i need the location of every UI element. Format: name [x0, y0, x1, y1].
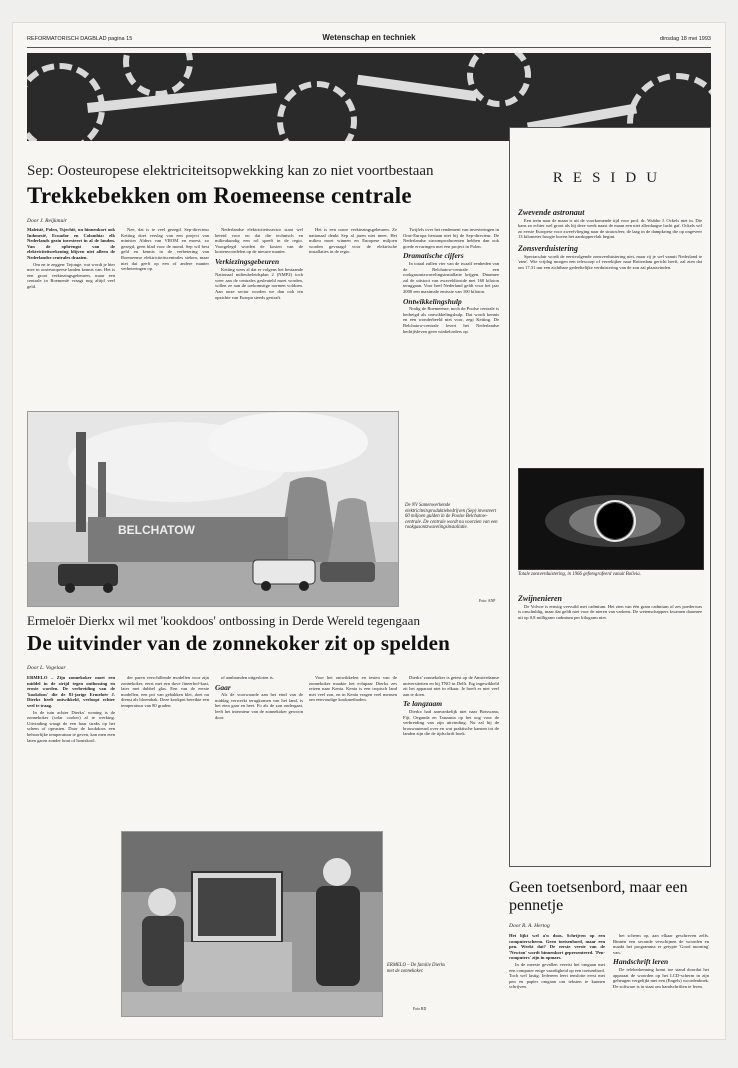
article3-body: In de meeste gevallen vereist het omgaan met een computer enige vaardigheid op een toetsenbord. Toch wel lastig. Iedereen leert tenslotte eerst met pen en papier omgaan om teksten te kunnen schrijven. [509, 961, 605, 990]
residu-text-3: De Volvoe is ernstig vervuild met cadmium. Het zien van één gram cadmium of zes poederwas is onschuldig, maar dat geldt niet voor de nieren van varkens. De wetenschappers kwamen daarmee uit op 0,8 milligram cadmium per kilogram nier. [518, 603, 702, 620]
power-plant-illustration [28, 412, 398, 606]
article1-kicker: Sep: Oosteuropese elektriciteitsopwekking kan zo niet voortbestaan [27, 163, 434, 179]
article2-column-2 [121, 675, 209, 825]
article1-column-2 [121, 227, 209, 407]
article2-column-4 [309, 675, 397, 825]
article1-col5-text: Twijfels over het rendement van investeringen in Oost-Europa bestaan niet bij de Sep-directeur. De Nederlandse stroomproducenten hebben dan ook goede ervaringen met een project in Polen. [403, 227, 499, 249]
rod-shape [357, 75, 477, 102]
article1-byline: Door J. Reijkmuir [27, 218, 67, 224]
residu-item-astronaut [518, 204, 702, 271]
eclipse-caption: Totale zonsverduistering, in 1966 gefotografeerd vanuit Bolivia. [518, 572, 641, 577]
plant-sign: BELCHATOW [118, 523, 195, 537]
eclipse-photo [518, 468, 704, 570]
article1-column-1 [27, 227, 115, 407]
residu-box [509, 127, 711, 867]
masthead-date: dinsdag 18 mei 1993 [659, 36, 711, 42]
article2-byline: Door L. Vogelaar [27, 665, 66, 671]
article3-col2-text: het scherm op, aan elkaar geschreven zelfs. Binnen een seconde verschijnen de woorden en maakt het programma er getypte 'Good morning' van. [613, 933, 709, 955]
article1-col3-text: Nederlandse elektriciteitssector staat wel bereid voor en dat die technisch en milieukundig een rol speelt in de regio. Voorgelegd worden de kosten van de kostenvoordelen op de nieuwe manier. [215, 227, 303, 255]
inventor-caption: ERMELO – De familie Dierkx met de zonnekoker. [387, 963, 446, 974]
inventor-illustration [122, 832, 382, 1016]
article1-col3b-text: Ketting wees al dat er volgens het bestaande Nationaal milieubeleidsplan 2 (NMP2) toch weer aan de centrales gesleuteld moet worden, willen ze aan de toekomstige normen voldoen. Aan onze sector worden we dan ook ten opzichte van Europa steeds gestraft. [215, 266, 303, 300]
inventor-photo [121, 831, 383, 1017]
article2-kicker: Ermeloër Dierkx wil met 'kookdoos' ontbossing in Derde Wereld tegengaan [27, 613, 420, 628]
article1-col2-text: Nee, dat is te veel gezegd. Sep-directeur Ketting doet verslag van een project van minister Alders van VROM en moest, zo gezegd, geen blad voor de mond. Sep wil best geld en kennis in de verbetering van Roemeense elektriciteitscentrales steken, maar niet dat geeft op een of andere manier verbeteringen op. [121, 227, 209, 272]
article2-col5b-text: Dierkx had aanvankelijk niet naar Botswana, Fiji, Oeganda en Tanzania op het oog voor de verbreiding van zijn uitvinding. Nu zal hij de brouwauteurd over en wat praktische kansen tot de landen zijn die de tijdschrift boek. [403, 708, 499, 737]
article3-headline: Geen toetsenbord, maar een pennetje [509, 879, 688, 914]
residu-subhead-3: Zwijnenieren [518, 594, 563, 603]
masthead-section: Wetenschap en techniek [322, 33, 416, 42]
residu-subhead-2: Zonsverduistering [518, 243, 579, 253]
article2-col4-text: Voor het ontwikkelen en testen van de zonnekoker maakte het echtpaar Dierkx zes reizen naar Kenia. Kenia is een tropisch land met veel zon, en in Kenia vragen veel mensen om eenvoudige kookmethoden. [309, 675, 397, 703]
masthead-paper: REFORMATORISCH DAGBLAD pagina 15 [27, 36, 133, 42]
article1-col5c-text: Nodig de Roemeense, noch de Poolse centrale is bedreigd als ontwikkelingshulp. Dat wordt kennis en een wonderbeeld niet voor, zegt Ketting. De Belchatow-centrale levert het Nederlandse bedrijfsleven geen winkelorders op. [403, 306, 499, 334]
article3-byline: Door R. A. Hertog [509, 923, 550, 929]
newspaper-page [12, 22, 726, 1040]
article1-col5b-text: In totaal zullen vier van de twaalf eenheden van de Belchatow-centrale een rookgasontzwavelingsinstallatie krijgen. Daarmee zal de uitstoot van zwaveldioxide met 160 kiloton teruggaan. Voor heel Nederland geldt voor het jaar 2000 een maximale emissie van 100 kiloton. [403, 260, 499, 294]
residu-title: RESIDU [552, 170, 668, 186]
article2-headline: De uitvinder van de zonnekoker zit op spelden [27, 631, 451, 655]
article2-col2-text: der paren verschillende modellen voor zijn zonnekoker, eerst met een dove fineerhof-kast, later met dubbel glas. Een van de eerste modellen, een pot van gebakken klei, doet nu dienst als bloembak. Deze kookpot bereikte een temperatuur van 80 graden. [121, 675, 209, 708]
article2-subhead-2: Te langzaam [403, 699, 443, 709]
article1-subhead-1: Verkiezingsgebeuren [215, 256, 280, 266]
gear-icon [123, 53, 193, 97]
article2-column-3 [215, 675, 303, 825]
article1-subhead-3: Ontwikkelingshulp [403, 296, 462, 306]
article2-column-1 [27, 675, 115, 1015]
rod-shape [87, 83, 277, 113]
eclipse-illustration [519, 469, 703, 569]
residu-text-2: Spectaculair wordt de eerstvolgende zonsverduistering niet, maar rij je wel vanuit Nederland te 'zien'. Wie vrijdag morgen een telescoop of verrekijker naar Rotterdam gericht heeft, zal zien dat om 17.31 uur een zichtbare gedeeltelijke verduistering van de zon zal plaatsvinden. [518, 253, 702, 270]
inventor-credit: Foto RD [413, 1007, 427, 1011]
article3-subhead-1: Handschrift leren [613, 957, 669, 967]
article2-col3b-text: Als de voorwaarde aan het eind van de middag verwerkt terugkomen van het land, is het eten gaar en heet. Fo als de zon ondergaat, leeft het internieur van de zonnekoker gewoon door. [215, 692, 303, 720]
article2-col5-text: Dierkx' zonnekoker is getest op de Amsterdamse universiteiten en bij TNO in Delft. Eig ingewikkeld zit het apparaat niet in elkaar. Je hoeft er niet veel aan te doen. [403, 675, 499, 697]
article3-lead: Het lijkt wel a'n doos. Schrijven op een computerscherm. Geen toetsenbord, maar een pen. Werkt dat? De eerste versie van de 'Newton' wordt binnenkort gepresenteerd. 'Pen-computers' zijn in opmars. [509, 933, 605, 961]
article2-subhead-1: Gaar [215, 682, 231, 692]
power-plant-credit: Foto: ANP [479, 599, 496, 603]
masthead [27, 31, 711, 48]
article3-column-1 [509, 933, 605, 1033]
article1-body: Om en te zeggen: Tejonge, wat wordt je hier mee in oosteuropeese landen kennis van. Het is een groot verkiezingsgebeuren, maar een centrale in Roemenië vraagt nog altijd veel geld. [27, 261, 115, 289]
article2-body: In de tuin achter Dierkx' woning is de zonnekoker (solar cooker) al te werking. Uitvinding waagt de een haar straks op het schem of oprusten. Door de kookdoos een behoorlijke temperatuur te geven, kan men eten laten garen zonder hout of houtskool. [27, 709, 115, 743]
residu-text-1: Een trein naar de maan is uit de voorkomende tijd voor prof. dr. Wubbo J. Ockels niet in. Die kans zo echter wel groot als hij deze week naast de maan een niet allerdaagse lucht gaf. Ockels wil zo eerste Europese voor zweefvlieging naar de stratosfeer, de laag in de dampkring die op ongeveer 13 kilometer hoogte boven het aardoppervlak begint. [518, 217, 702, 240]
article2-col3-text: of aanbranden uitgesloten is. [221, 675, 274, 680]
article2-lead: ERMELO – Zijn zonnekoker moet een middel in de strijd tegen ontbossing en erosie worden. De verbreiding van de 'kookdoos' die de 81-jarige Ermeloër J. Dierkx heeft ontwikkeld, verloopt echter veel te traag. [27, 675, 115, 708]
article1-column-5 [403, 227, 499, 597]
article1-column-3 [215, 227, 303, 407]
article1-subhead-2: Dramatische cijfers [403, 251, 464, 261]
article1-lead: Maleisië, Polen, Tsjechië, un binnenkort ook Indonesië, Ecuador en Colombia: elk Nederlands gezin investeert in al de landen. Van de opbrengst van de elektriciteitsrekening blijven niet alleen de Nederlandse centrales draaien. [27, 227, 115, 260]
gear-icon [467, 53, 531, 107]
residu-subhead-1: Zwevende astronaut [518, 208, 585, 217]
article1-column-4 [309, 227, 397, 407]
article3-column-2 [613, 933, 709, 1033]
article1-col4-text: Het is een ouwe verkiezingsgebeuren. Ze nationaal denkt Sep al jaren niet meer. Het milieu moet winnen en Europese miljoen worden gevraagd voor de elektrische installaties in de regio. [309, 227, 397, 255]
gear-icon [277, 81, 357, 141]
article1-headline: Trekkebekken om Roemeense centrale [27, 183, 412, 208]
power-plant-photo [27, 411, 399, 607]
residu-item-nieren [518, 590, 702, 621]
article3-col2b-text: De teleherkenning komt toe stand doordat het apparaat de woorden op het LCD-scherm in zijn geheugen vergelijkt met een (Engels) woordenboek. De software is in staat om handschriften te leren. [613, 966, 709, 989]
power-plant-caption: De NV Samenwerkende elektriciteitsproduktiebedrijven (Sep) investeert 60 miljoen gulden in de Poolse Belchatow-centrale. De centrale wordt nu voorzien van een rookgasontzwavelingsinstallatie. [405, 503, 498, 531]
